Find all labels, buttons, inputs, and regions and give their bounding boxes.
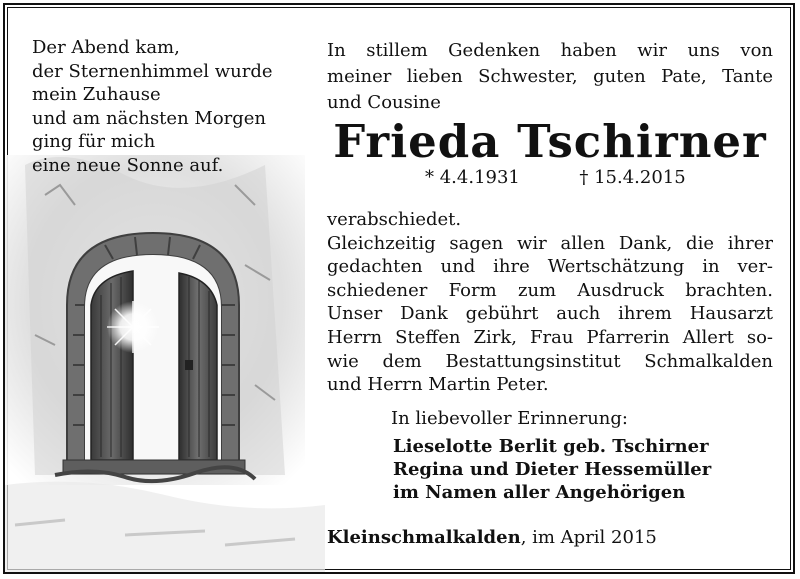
intro-text (327, 38, 773, 116)
place-date (327, 527, 657, 548)
thanks-line: wie dem Bestattungsinstitut Schmalkalden (327, 350, 773, 372)
place-name: Kleinschmalkalden (327, 527, 521, 548)
deceased-name: Frieda Tschirner (333, 115, 767, 168)
birth-date: * 4.4.1931 (425, 167, 520, 188)
thanks-line: verabschiedet. (327, 209, 462, 230)
thanks-text (327, 208, 773, 397)
date-text: , im April 2015 (520, 527, 657, 548)
poem-line: und am nächsten Morgen (32, 107, 267, 129)
signer-line: Regina und Dieter Hessemüller (393, 459, 712, 480)
right-door (179, 273, 217, 460)
obituary-frame (3, 3, 795, 574)
thanks-line: Gleichzeitig sagen wir allen Dank, die ihrer (327, 232, 773, 254)
poem-line: Der Abend kam, (32, 37, 180, 58)
closing-phrase: In liebevoller Erinnerung: (391, 408, 628, 429)
life-dates (425, 167, 686, 188)
thanks-line: gedachten und ihre Wertschätzung in ver- (327, 256, 773, 278)
poem (32, 36, 302, 177)
signers (393, 435, 711, 504)
intro-line: und Cousine (327, 92, 441, 113)
left-door (91, 271, 133, 460)
intro-line: In stillem Gedenken haben wir uns von (327, 40, 773, 61)
thanks-line: Unser Dank gebührt auch ihrem Hausarzt (327, 303, 773, 325)
signer-line: Lieselotte Berlit geb. Tschirner (393, 436, 709, 457)
signer-line: im Namen aller Angehörigen (393, 482, 686, 503)
poem-line: eine neue Sonne auf. (32, 154, 224, 176)
poem-line: ging für mich (32, 131, 156, 152)
poem-line: der Sternenhimmel wurde (32, 60, 273, 82)
poem-line: mein Zuhause (32, 84, 161, 105)
thanks-line: Herrn Steffen Zirk, Frau Pfarrerin Allert so- (327, 326, 773, 348)
thanks-line: schiedener Form zum Ausdruck brachten. (327, 279, 773, 301)
death-date: † 15.4.2015 (579, 167, 686, 188)
intro-line: meiner lieben Schwester, guten Pate, Tante (327, 66, 773, 87)
thanks-line: und Herrn Martin Peter. (327, 374, 549, 396)
